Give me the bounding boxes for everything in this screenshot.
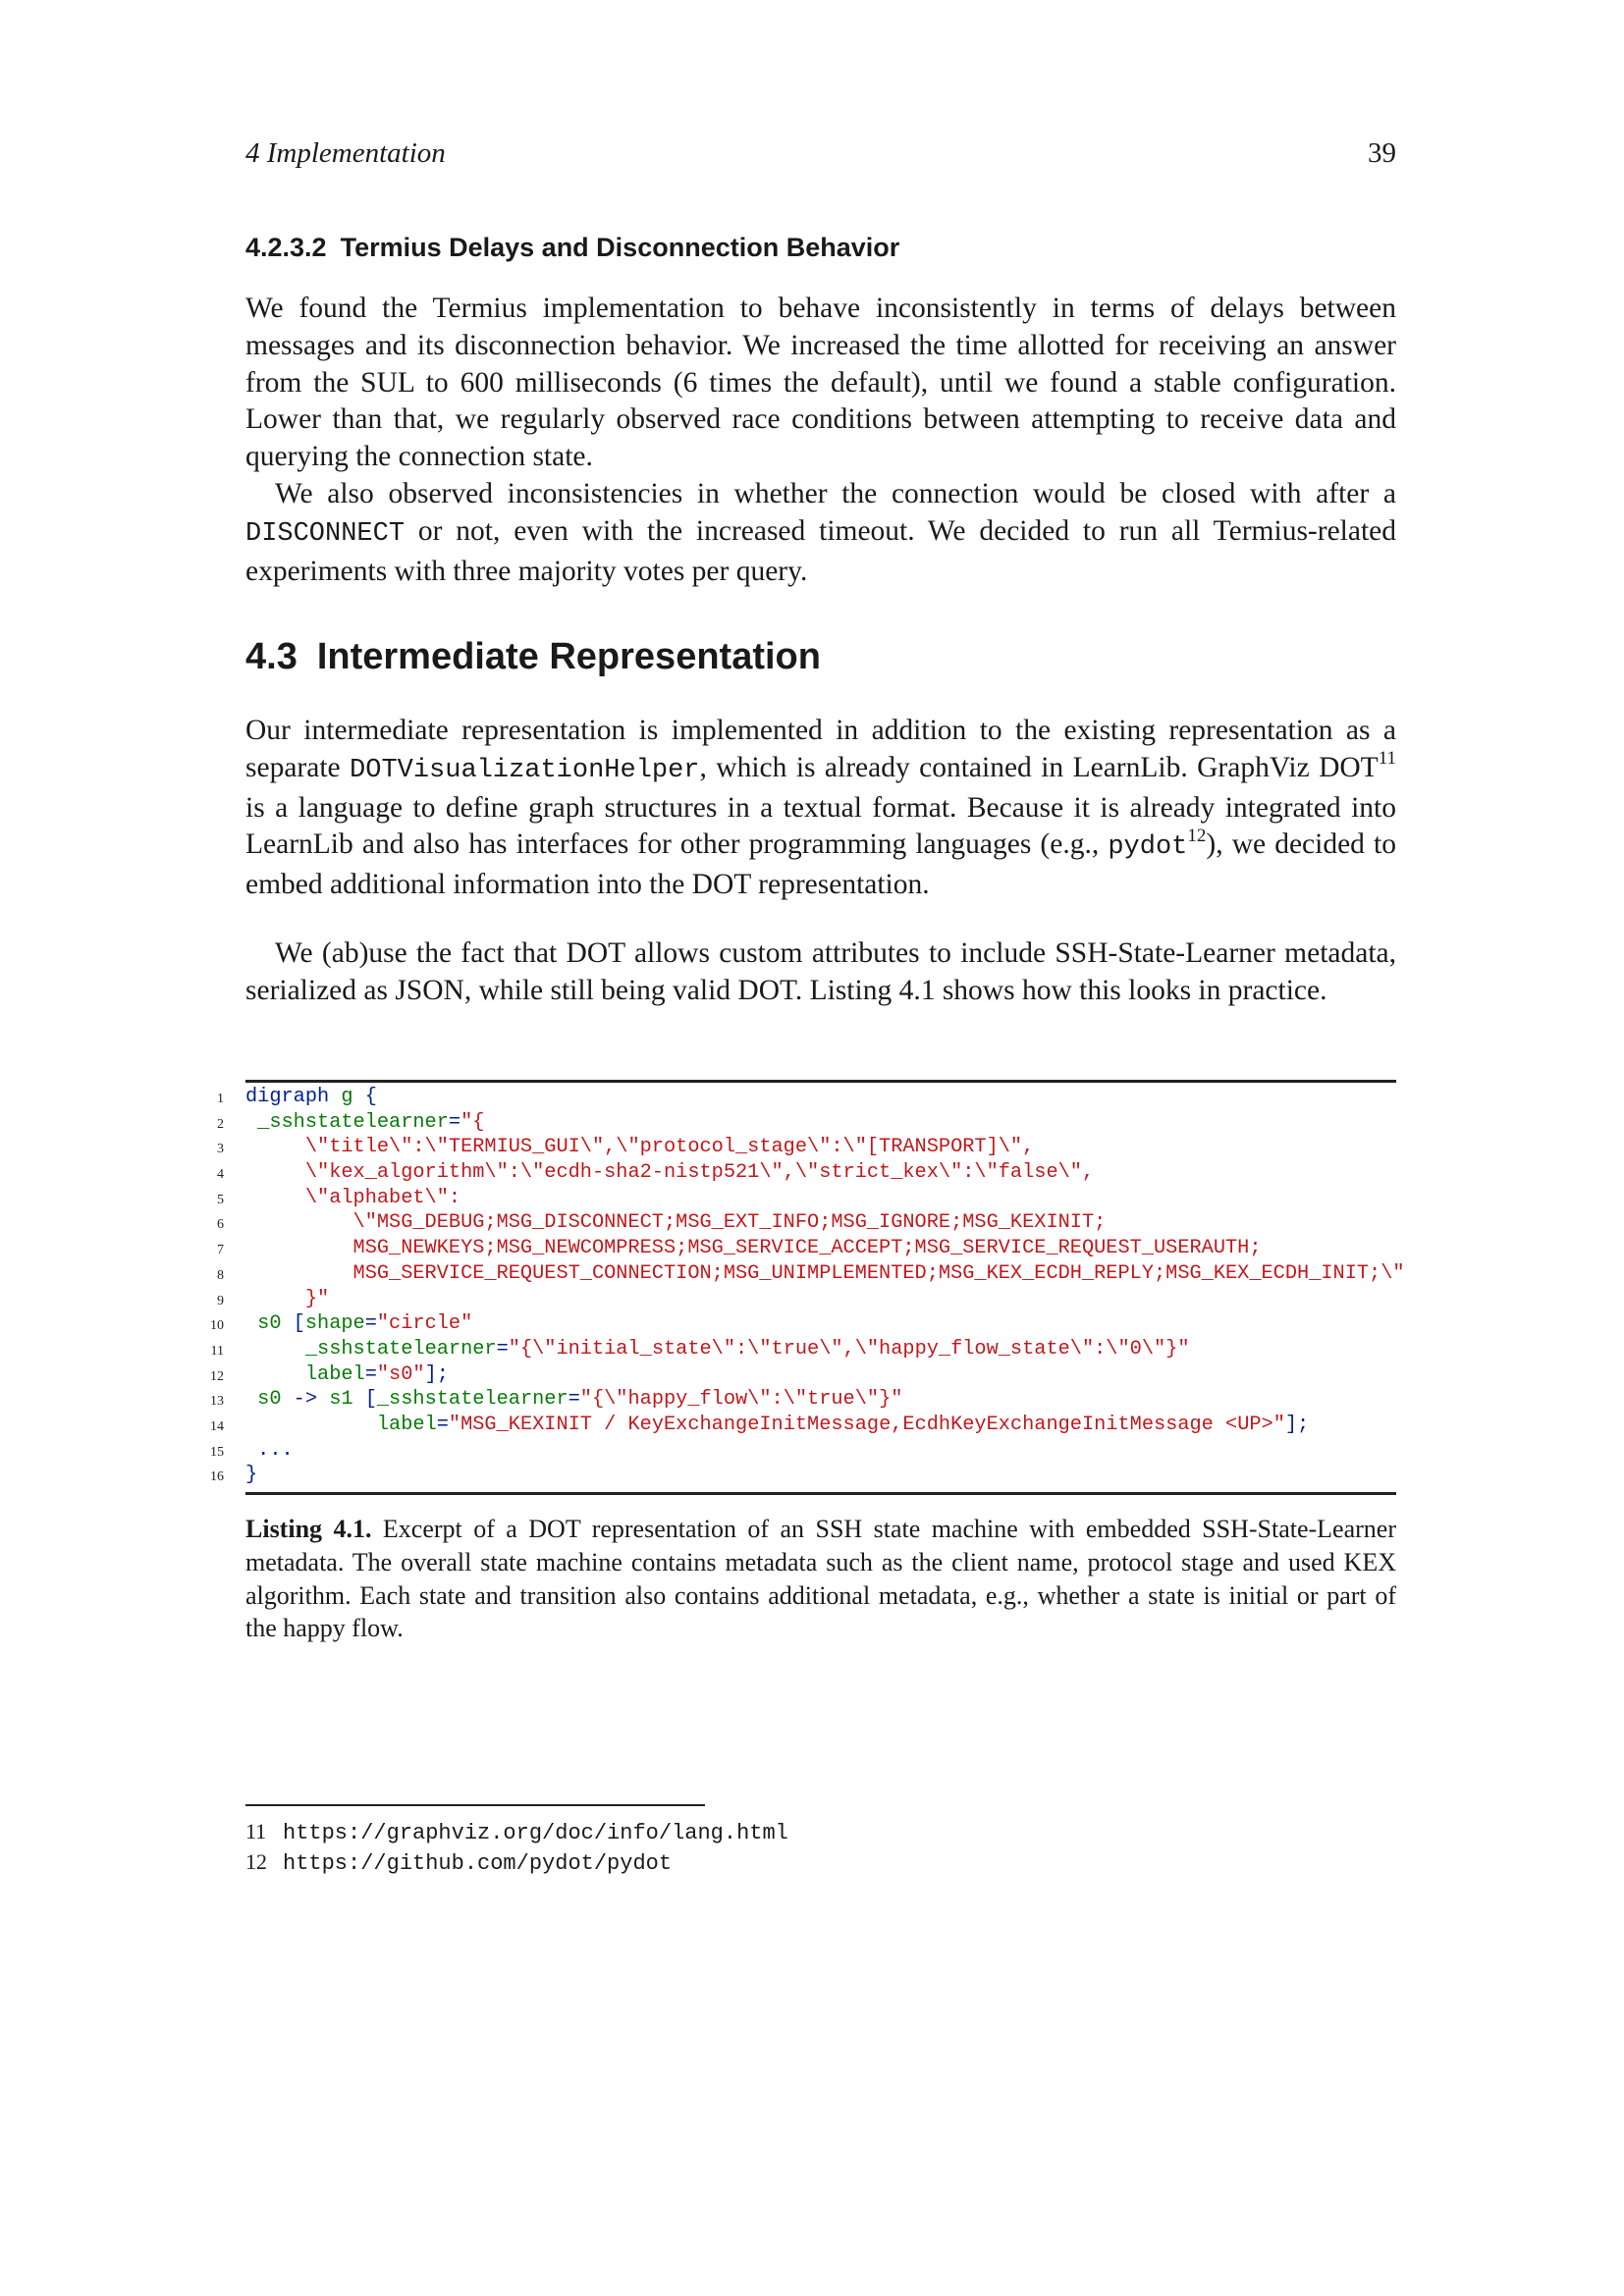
- line-number: 3: [217, 1142, 224, 1157]
- code-token: s0: [257, 1312, 282, 1336]
- code-token: }": [245, 1287, 330, 1310]
- code-token: "{\"happy_flow\":\"true\"}": [579, 1388, 903, 1412]
- footnote-ref-11: 11: [1378, 747, 1397, 769]
- code-token: "{\"initial_state\":\"true\",\"happy_flow_state\":\"0\"}": [508, 1337, 1190, 1361]
- code-token: _sshstatelearner: [304, 1337, 497, 1361]
- subsection-heading: [245, 233, 1396, 263]
- line-number: 9: [217, 1293, 224, 1308]
- line-number: 7: [217, 1243, 224, 1258]
- code-line: [206, 1337, 1404, 1362]
- line-number: 10: [210, 1318, 224, 1334]
- code-token: \"kex_algorithm\":\"ecdh-sha2-nistp521\",\"strict_kex\":\"false\",: [245, 1161, 1095, 1185]
- code-line: [206, 1186, 1404, 1211]
- code-token: {: [352, 1086, 377, 1108]
- code-line: [206, 1311, 1404, 1337]
- listing-caption: [245, 1513, 1396, 1645]
- code-line: [206, 1210, 1404, 1236]
- listing-bottom-rule: [245, 1492, 1396, 1495]
- code-line: [206, 1287, 1404, 1312]
- code-text: [245, 1387, 902, 1413]
- code-line: [206, 1463, 1404, 1488]
- code-line: [206, 1438, 1404, 1464]
- code-token: [245, 1111, 257, 1134]
- code-line: [206, 1085, 1404, 1110]
- paragraph-text: We (ab)use the fact that DOT allows custom attributes to include SSH-State-Learner metadata, serialized as JSON, while still being valid DOT. Listing 4.1 shows how this looks in practice.: [245, 937, 1396, 1006]
- section-title: Intermediate Representation: [316, 636, 821, 677]
- code-token: ->: [281, 1388, 330, 1412]
- footnote-rule: [245, 1804, 705, 1806]
- code-token: [245, 1338, 305, 1361]
- code-text: [245, 1438, 294, 1464]
- inline-code-dotvisualizationhelper: DOTVisualizationHelper: [350, 755, 700, 785]
- code-token: label: [376, 1413, 437, 1436]
- code-token: =: [436, 1413, 449, 1436]
- code-text: [245, 1413, 1309, 1438]
- code-line: [206, 1236, 1404, 1261]
- footnotes: [245, 1816, 1396, 1877]
- code-token: shape: [304, 1312, 365, 1336]
- code-token: ];: [1284, 1413, 1310, 1436]
- paragraph-ir-2: [245, 935, 1396, 1010]
- line-number: 16: [210, 1469, 224, 1485]
- code-token: ...: [245, 1438, 294, 1462]
- running-head: [245, 137, 1396, 177]
- code-token: digraph: [245, 1086, 342, 1108]
- inline-code-disconnect: DISCONNECT: [245, 518, 406, 549]
- code-text: [245, 1210, 1106, 1236]
- section-heading: [245, 636, 1396, 678]
- listing-top-rule: [245, 1080, 1396, 1083]
- caption-label: Listing 4.1.: [245, 1515, 372, 1543]
- code-text: [245, 1110, 484, 1136]
- code-token: _sshstatelearner: [257, 1110, 449, 1134]
- code-token: [: [352, 1388, 377, 1412]
- code-token: [245, 1414, 377, 1436]
- code-token: =: [568, 1388, 580, 1412]
- code-line: [206, 1110, 1404, 1136]
- code-token: =: [364, 1362, 377, 1386]
- code-line: [206, 1135, 1404, 1160]
- code-line: [206, 1160, 1404, 1186]
- line-number: 8: [217, 1267, 224, 1283]
- code-token: =: [364, 1312, 377, 1336]
- line-number: 14: [210, 1418, 224, 1434]
- code-token: \"title\":\"TERMIUS_GUI\",\"protocol_stage\":\"[TRANSPORT]\",: [245, 1136, 1035, 1159]
- line-number: 12: [210, 1368, 224, 1384]
- footnote-12: [245, 1846, 1396, 1877]
- paragraph-text: Our intermediate representation is implemented in addition to the existing representation as a separate: [245, 715, 1396, 783]
- code-token: "circle": [376, 1312, 473, 1336]
- code-listing: [206, 1085, 1404, 1488]
- code-token: _sshstatelearner: [376, 1388, 568, 1412]
- code-text: [245, 1311, 472, 1337]
- code-token: s1: [329, 1388, 353, 1412]
- code-token: s0: [257, 1388, 282, 1412]
- line-number: 6: [217, 1217, 224, 1233]
- code-token: \"alphabet\":: [245, 1186, 461, 1209]
- line-number: 1: [217, 1092, 224, 1106]
- section-number: 4.3: [245, 636, 298, 677]
- line-number: 15: [210, 1444, 224, 1460]
- subsection-title: Termius Delays and Disconnection Behavior: [340, 233, 900, 262]
- code-token: MSG_NEWKEYS;MSG_NEWCOMPRESS;MSG_SERVICE_ACCEPT;MSG_SERVICE_REQUEST_USERAUTH;: [245, 1237, 1262, 1260]
- line-number: 5: [217, 1192, 224, 1207]
- subsection-number: 4.2.3.2: [245, 233, 327, 262]
- code-text: [245, 1337, 1190, 1362]
- code-text: [245, 1463, 257, 1488]
- code-text: [245, 1160, 1094, 1186]
- code-text: [245, 1085, 377, 1110]
- code-token: [: [281, 1312, 305, 1336]
- code-text: [245, 1135, 1034, 1160]
- page-number: 39: [1368, 137, 1396, 169]
- paragraph-text: is a language to define graph structures in a textual format. Because it is already integrated into LearnLib and also has interfaces for other programming languages (e.g.,: [245, 791, 1396, 861]
- code-token: \"MSG_DEBUG;MSG_DISCONNECT;MSG_EXT_INFO;MSG_IGNORE;MSG_KEXINIT;: [245, 1211, 1107, 1235]
- footnote-url[interactable]: https://github.com/pydot/pydot: [283, 1851, 673, 1876]
- line-number: 11: [210, 1343, 224, 1359]
- code-token: g: [341, 1086, 353, 1108]
- paragraph-text: , which is already contained in LearnLib. GraphViz DOT: [699, 751, 1379, 783]
- code-token: [245, 1388, 257, 1411]
- code-line: [206, 1387, 1404, 1413]
- code-text: [245, 1362, 449, 1388]
- paragraph-text: or not, even with the increased timeout. We decided to run all Termius-related experiments with three majority votes per query.: [245, 514, 1396, 587]
- chapter-title: 4 Implementation: [245, 137, 446, 169]
- code-token: [245, 1312, 257, 1335]
- inline-code-pydot: pydot: [1108, 832, 1188, 863]
- line-number: 4: [217, 1167, 224, 1183]
- code-token: "MSG_KEXINIT / KeyExchangeInitMessage,EcdhKeyExchangeInitMessage <UP>": [448, 1413, 1285, 1436]
- code-token: =: [496, 1337, 509, 1361]
- line-number: 2: [217, 1116, 224, 1132]
- caption-text: Excerpt of a DOT representation of an SSH state machine with embedded SSH-State-Learner metadata. The overall state machine contains metadata such as the client name, protocol stage and used KEX algorithm. Each state and transition also contains additional metadata, e.g., whether a state is initial or part of the happy flow.: [245, 1515, 1396, 1643]
- paragraph-termius-1: [245, 291, 1396, 476]
- footnote-11: [245, 1816, 1396, 1846]
- code-token: }: [245, 1464, 258, 1487]
- code-token: =: [448, 1110, 461, 1134]
- code-token: "s0": [376, 1362, 425, 1386]
- code-token: "{: [460, 1110, 485, 1134]
- code-token: [245, 1363, 305, 1386]
- code-line: [206, 1362, 1404, 1388]
- code-token: MSG_SERVICE_REQUEST_CONNECTION;MSG_UNIMPLEMENTED;MSG_KEX_ECDH_REPLY;MSG_KEX_ECDH_INIT;\": [245, 1261, 1405, 1285]
- paragraph-text: We also observed inconsistencies in whether the connection would be closed with after a: [275, 478, 1396, 509]
- code-token: label: [304, 1362, 365, 1386]
- code-token: ];: [424, 1362, 449, 1386]
- footnote-url[interactable]: https://graphviz.org/doc/info/lang.html: [283, 1821, 788, 1845]
- code-text: [245, 1186, 460, 1211]
- code-line: [206, 1413, 1404, 1438]
- footnote-mark: 11: [245, 1819, 267, 1843]
- line-number: 13: [210, 1394, 224, 1410]
- paragraph-text: ), we decided to embed additional information into the DOT representation.: [245, 828, 1396, 901]
- code-text: [245, 1236, 1262, 1261]
- code-text: [245, 1287, 329, 1312]
- code-text: [245, 1261, 1405, 1287]
- paragraph-ir-1: [245, 713, 1396, 904]
- paragraph-termius-2: [245, 476, 1396, 590]
- code-line: [206, 1261, 1404, 1287]
- footnote-mark: 12: [245, 1849, 267, 1874]
- footnote-ref-12: 12: [1187, 825, 1207, 846]
- paragraph-text: We found the Termius implementation to behave inconsistently in terms of delays between messages and its disconnection behavior. We increased the time allotted for receiving an answer from the SUL to 600 milliseconds (6 times the default), until we found a stable configuration. Lower than that, we regularly observed race conditions between attempting to receive data and querying the connection state.: [245, 293, 1396, 473]
